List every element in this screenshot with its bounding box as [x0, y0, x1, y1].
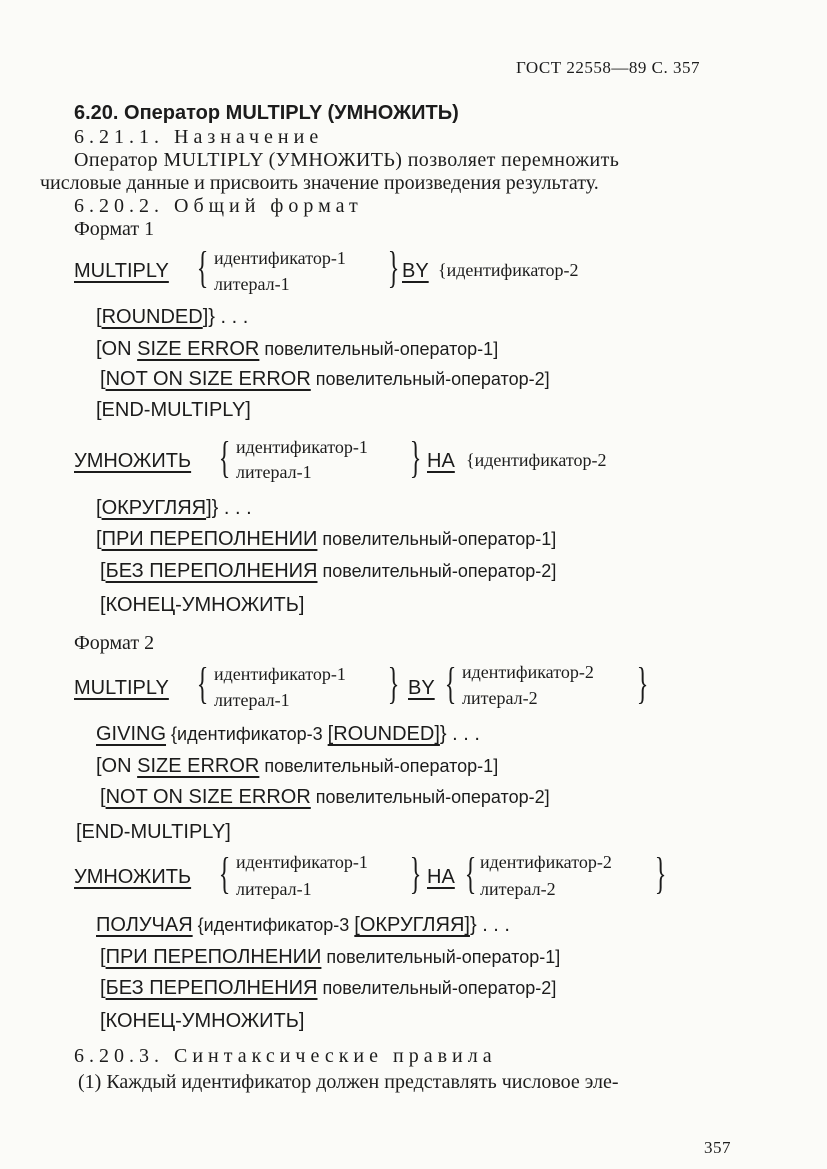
f2-option-literal-1: литерал-1 [214, 690, 290, 710]
page-number: 357 [704, 1138, 731, 1157]
f2-ru-multiply-keyword: УМНОЖИТЬ [74, 866, 192, 888]
f1-multiply-keyword: MULTIPLY [74, 260, 169, 282]
f2-option-identifier-1: идентификатор-1 [214, 664, 346, 684]
f2-option-literal-2: литерал-2 [462, 688, 538, 708]
f2-multiply-keyword: MULTIPLY [74, 677, 169, 699]
left-brace: { [218, 849, 231, 898]
f1-rounded-clause: [ROUNDED]} . . . [96, 306, 249, 328]
f1-ru-on-overflow-clause: [ПРИ ПЕРЕПОЛНЕНИИ повелительный-оператор-1] [96, 528, 557, 550]
right-brace: } [654, 849, 667, 898]
f1-ru-multiply-keyword: УМНОЖИТЬ [74, 450, 192, 472]
purpose-text-line-1: Оператор MULTIPLY (УМНОЖИТЬ) позволяет перемножить [74, 149, 620, 171]
subsection-purpose: 6.21.1. Назначение [74, 126, 324, 148]
f1-by-keyword: BY [402, 260, 429, 282]
f1-ru-target-identifier-2: {идентификатор-2 [466, 450, 607, 470]
format-1-label: Формат 1 [74, 218, 155, 240]
f2-ru-option-identifier-2: идентификатор-2 [480, 852, 612, 872]
f1-on-size-error-clause: [ON SIZE ERROR повелительный-оператор-1] [96, 338, 499, 360]
left-brace: { [444, 659, 457, 708]
f1-option-identifier-1: идентификатор-1 [214, 248, 346, 268]
purpose-text-line-2: числовые данные и присвоить значение произведения результату. [40, 172, 599, 194]
format-2-label: Формат 2 [74, 632, 155, 654]
f2-on-size-error-clause: [ON SIZE ERROR повелительный-оператор-1] [96, 755, 499, 777]
syntax-rule-1: (1) Каждый идентификатор должен представлять числовое эле- [78, 1071, 619, 1093]
f2-not-on-size-error-clause: [NOT ON SIZE ERROR повелительный-оператор-2] [100, 786, 550, 808]
f1-ru-by-keyword: НА [427, 450, 455, 472]
right-brace: } [387, 243, 400, 292]
f1-target-identifier-2: {идентификатор-2 [438, 260, 579, 280]
f1-end-multiply: [END-MULTIPLY] [96, 399, 251, 421]
f2-option-identifier-2: идентификатор-2 [462, 662, 594, 682]
f1-ru-option-literal-1: литерал-1 [236, 462, 312, 482]
f2-ru-option-literal-2: литерал-2 [480, 879, 556, 899]
f2-end-multiply: [END-MULTIPLY] [76, 821, 231, 843]
f2-ru-receiving-clause: ПОЛУЧАЯ {идентификатор-3 [ОКРУГЛЯЯ]} . . . [96, 914, 510, 936]
f2-ru-no-overflow-clause: [БЕЗ ПЕРЕПОЛНЕНИЯ повелительный-оператор-2] [100, 977, 557, 999]
subsection-general-format: 6.20.2. Общий формат [74, 195, 363, 217]
left-brace: { [464, 849, 477, 898]
section-title: 6.20. Оператор MULTIPLY (УМНОЖИТЬ) [74, 102, 459, 124]
f2-by-keyword: BY [408, 677, 435, 699]
f1-ru-end-multiply: [КОНЕЦ-УМНОЖИТЬ] [100, 594, 305, 616]
f2-ru-end-multiply: [КОНЕЦ-УМНОЖИТЬ] [100, 1010, 305, 1032]
f2-ru-option-literal-1: литерал-1 [236, 879, 312, 899]
f1-not-on-size-error-clause: [NOT ON SIZE ERROR повелительный-оператор-2] [100, 368, 550, 390]
f1-ru-rounded-clause: [ОКРУГЛЯЯ]} . . . [96, 497, 252, 519]
running-head: ГОСТ 22558—89 С. 357 [516, 58, 700, 77]
f1-ru-no-overflow-clause: [БЕЗ ПЕРЕПОЛНЕНИЯ повелительный-оператор-2] [100, 560, 557, 582]
right-brace: } [387, 659, 400, 708]
subsection-syntax-rules: 6.20.3. Синтаксические правила [74, 1045, 497, 1067]
f1-ru-option-identifier-1: идентификатор-1 [236, 437, 368, 457]
f1-option-literal-1: литерал-1 [214, 274, 290, 294]
f2-ru-by-keyword: НА [427, 866, 455, 888]
f2-giving-clause: GIVING {идентификатор-3 [ROUNDED]} . . . [96, 723, 480, 745]
right-brace: } [409, 433, 422, 482]
right-brace: } [409, 849, 422, 898]
left-brace: { [196, 243, 209, 292]
f2-ru-on-overflow-clause: [ПРИ ПЕРЕПОЛНЕНИИ повелительный-оператор-1] [100, 946, 561, 968]
right-brace: } [636, 659, 649, 708]
left-brace: { [218, 433, 231, 482]
f2-ru-option-identifier-1: идентификатор-1 [236, 852, 368, 872]
left-brace: { [196, 659, 209, 708]
